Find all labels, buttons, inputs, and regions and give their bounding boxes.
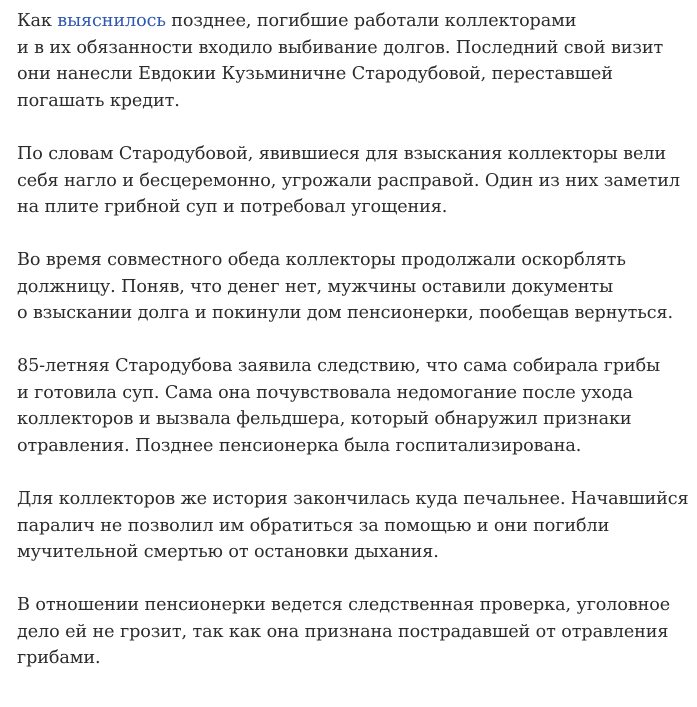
paragraph-6-line-3: грибами. [17, 648, 101, 669]
paragraph-2 [17, 141, 689, 221]
paragraph-1-line-3: они нанесли Евдокии Кузьминичне Стародубовой, переставшей [17, 64, 613, 85]
paragraph-2-line-2: себя нагло и бесцеремонно, угрожали расправой. Один из них заметил [17, 170, 680, 191]
paragraph-1-line-1 [17, 8, 689, 35]
paragraph-4-line-1: 85-летняя Стародубова заявила следствию, что сама собирала грибы [17, 356, 660, 377]
paragraph-1-line-4: погашать кредит. [17, 91, 180, 112]
paragraph-4-line-3: коллекторов и вызвала фельдшера, который обнаружил признаки [17, 409, 632, 430]
paragraph-4-line-2: и готовила суп. Сама она почувствовала недомогание после ухода [17, 382, 633, 403]
paragraph-2-line-3: на плите грибной суп и потребовал угощения. [17, 197, 448, 218]
paragraph-6-line-1: В отношении пенсионерки ведется следственная проверка, уголовное [17, 594, 671, 615]
paragraph-2-line-1: По словам Стародубовой, явившиеся для взыскания коллекторы вели [17, 143, 666, 164]
paragraph-3 [17, 247, 689, 327]
paragraph-1-lead-text: Как [17, 11, 58, 31]
article-body [17, 8, 689, 698]
paragraph-5-line-1: Для коллекторов же история закончилась куда печальнее. Начавшийся [17, 488, 689, 509]
paragraph-6-line-2: дело ей не грозит, так как она признана пострадавшей от отравления [17, 621, 669, 642]
paragraph-5-line-2: паралич не позволил им обратиться за помощью и они погибли [17, 515, 610, 536]
paragraph-1-line-1-rest: позднее, погибшие работали коллекторами [165, 11, 577, 31]
paragraph-3-line-1: Во время совместного обеда коллекторы продолжали оскорблять [17, 249, 626, 270]
paragraph-4 [17, 353, 689, 460]
paragraph-5-line-3: мучительной смертью от остановки дыхания. [17, 542, 439, 563]
paragraph-5 [17, 486, 689, 566]
paragraph-3-line-2: должницу. Поняв, что денег нет, мужчины оставили документы [17, 276, 613, 297]
paragraph-4-line-4: отравления. Позднее пенсионерка была госпитализирована. [17, 436, 582, 457]
paragraph-3-line-3: о взыскании долга и покинули дом пенсионерки, пообещав вернуться. [17, 303, 673, 324]
paragraph-6 [17, 592, 689, 672]
vyyasnilos-link[interactable]: выяснилось [57, 11, 166, 31]
paragraph-1-line-2: и в их обязанности входило выбивание долгов. Последний свой визит [17, 37, 664, 58]
paragraph-1 [17, 8, 689, 115]
